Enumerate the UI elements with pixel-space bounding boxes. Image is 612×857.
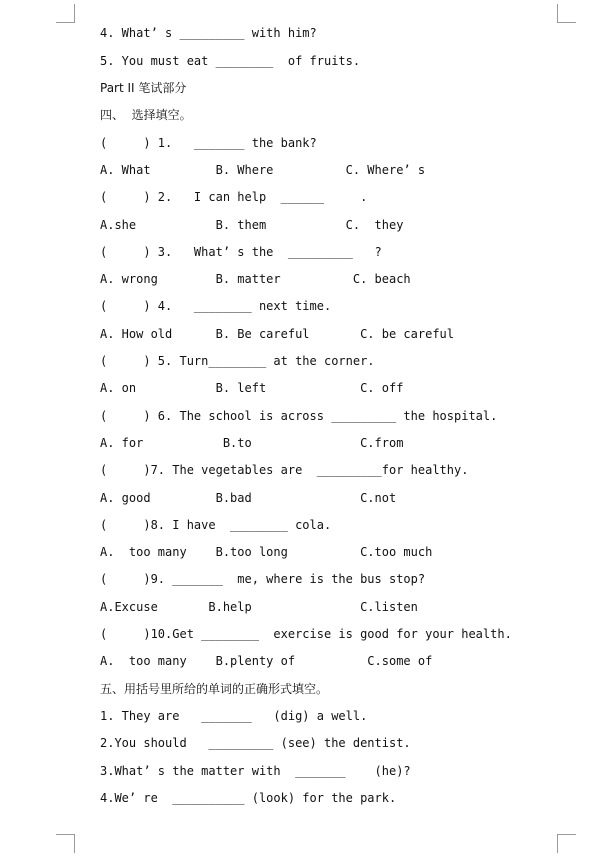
part-ii-heading: Part II 笔试部分 (100, 81, 187, 95)
mc-options-9: A.Excuse B.help C.listen (100, 600, 418, 614)
fill-question-4: 4.We’ re __________ (look) for the park. (100, 791, 397, 805)
mc-options-3: A. wrong B. matter C. beach (100, 272, 411, 286)
question-5-fill: 5. You must eat ________ of fruits. (100, 54, 361, 68)
mc-question-6: ( ) 6. The school is across _________ the hospital. (100, 409, 498, 423)
mc-options-8: A. too many B.too long C.too much (100, 545, 433, 559)
fill-question-2: 2.You should _________ (see) the dentist. (100, 736, 411, 750)
mc-question-10: ( )10.Get ________ exercise is good for your health. (100, 627, 512, 641)
mc-question-7: ( )7. The vegetables are _________for healthy. (100, 463, 469, 477)
mc-question-2: ( ) 2. I can help ______ . (100, 190, 368, 204)
question-4-fill: 4. What’ s _________ with him? (100, 26, 317, 40)
mc-question-3: ( ) 3. What’ s the _________ ? (100, 245, 382, 259)
mc-question-1: ( ) 1. _______ the bank? (100, 136, 317, 150)
mc-options-7: A. good B.bad C.not (100, 491, 397, 505)
fill-question-3: 3.What’ s the matter with _______ (he)? (100, 764, 411, 778)
fill-question-1: 1. They are _______ (dig) a well. (100, 709, 368, 723)
mc-question-4: ( ) 4. ________ next time. (100, 299, 332, 313)
corner-mark-top-right (557, 4, 576, 23)
corner-mark-top-left (56, 4, 75, 23)
mc-question-9: ( )9. _______ me, where is the bus stop? (100, 572, 426, 586)
mc-options-5: A. on B. left C. off (100, 381, 404, 395)
section-5-heading: 五、用括号里所给的单词的正确形式填空。 (100, 682, 329, 696)
corner-mark-bottom-left (56, 834, 75, 853)
corner-mark-bottom-right (557, 834, 576, 853)
mc-options-2: A.she B. them C. they (100, 218, 404, 232)
mc-options-6: A. for B.to C.from (100, 436, 404, 450)
mc-question-8: ( )8. I have ________ cola. (100, 518, 332, 532)
mc-question-5: ( ) 5. Turn________ at the corner. (100, 354, 375, 368)
mc-options-10: A. too many B.plenty of C.some of (100, 654, 433, 668)
mc-options-4: A. How old B. Be careful C. be careful (100, 327, 455, 341)
section-4-heading: 四、 选择填空。 (100, 108, 192, 122)
mc-options-1: A. What B. Where C. Where’ s (100, 163, 426, 177)
